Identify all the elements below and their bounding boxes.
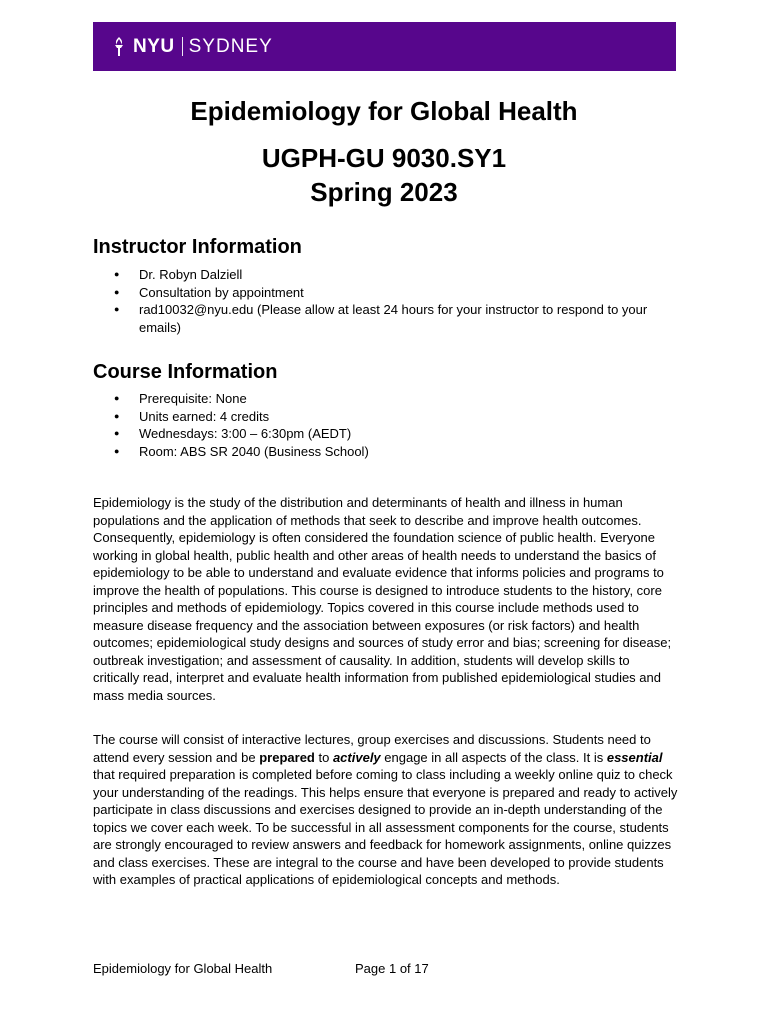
instructor-consultation: ● Consultation by appointment <box>93 284 673 302</box>
instructor-name: ● Dr. Robyn Dalziell <box>93 266 673 284</box>
course-info-heading: Course Information <box>93 361 278 383</box>
emphasis-actively: actively <box>332 749 381 765</box>
emphasis-prepared: prepared <box>259 749 315 765</box>
nyu-sydney-logo <box>111 36 273 58</box>
header-banner <box>93 22 676 71</box>
course-term: Spring 2023 <box>310 177 458 207</box>
emphasis-essential: essential <box>606 749 663 765</box>
para-text: The course will consist of interactive lectures, group exercises and discussions. Students need to attend every session and be <box>93 732 651 765</box>
course-title: Epidemiology for Global Health <box>190 96 578 126</box>
logo-divider <box>182 37 183 56</box>
instructor-list <box>93 266 673 336</box>
torch-icon <box>111 36 127 58</box>
footer-page-number: Page 1 of 17 <box>355 961 429 976</box>
course-description-paragraph: Epidemiology is the study of the distribution and determinants of health and illness in human populations and the application of methods that seek to describe and improve health outcomes. Consequently, epidemiology is often considered the foundation science of public health. Everyone working in global health, public health and other areas of health needs to understand the basics of epidemiology to be able to understand and evaluate evidence that informs policies and programs to improve the health of populations. This course is designed to introduce students to the history, core principles and methods of epidemiology. Topics covered in this course include methods used to measure disease frequency and the association between exposures (or risk factors) and health outcomes; epidemiological study designs and sources of study error and bias; screening for disease; outbreak investigation; and assessment of causality. In addition, students will develop skills to critically read, interpret and evaluate health information from published epidemiological studies and mass media sources. <box>93 495 672 703</box>
instructor-email: ● rad10032@nyu.edu (Please allow at least 24 hours for your instructor to respond to your emails) <box>93 301 673 336</box>
footer-course-name: Epidemiology for Global Health <box>93 961 273 976</box>
logo-nyu-text: NYU <box>133 35 175 57</box>
course-schedule: ● Wednesdays: 3:00 – 6:30pm (AEDT) <box>93 425 673 443</box>
para-text: engage in all aspects of the class. It is <box>380 749 607 765</box>
instructor-heading: Instructor Information <box>93 236 302 258</box>
course-prerequisite: ● Prerequisite: None <box>93 390 673 408</box>
logo-sydney-text: SYDNEY <box>188 35 273 57</box>
para-text: to <box>314 749 333 765</box>
course-info-list <box>93 390 673 460</box>
course-room: ● Room: ABS SR 2040 (Business School) <box>93 443 673 461</box>
course-format-paragraph <box>93 731 678 889</box>
para-text: that required preparation is completed before coming to class including a weekly online quiz to check your understanding of the readings. This helps ensure that everyone is prepared and ready to actively participate in class discussions and exercises designed to provide an in-depth understanding of the topics we cover each week. To be successful in all assessment components for the course, students are strongly encouraged to review answers and feedback for homework assignments, online quizzes and class exercises. These are integral to the course and have been developed to provide students with examples of practical applications of epidemiological concepts and methods. <box>93 767 678 887</box>
course-units: ● Units earned: 4 credits <box>93 408 673 426</box>
course-code: UGPH-GU 9030.SY1 <box>261 143 507 173</box>
